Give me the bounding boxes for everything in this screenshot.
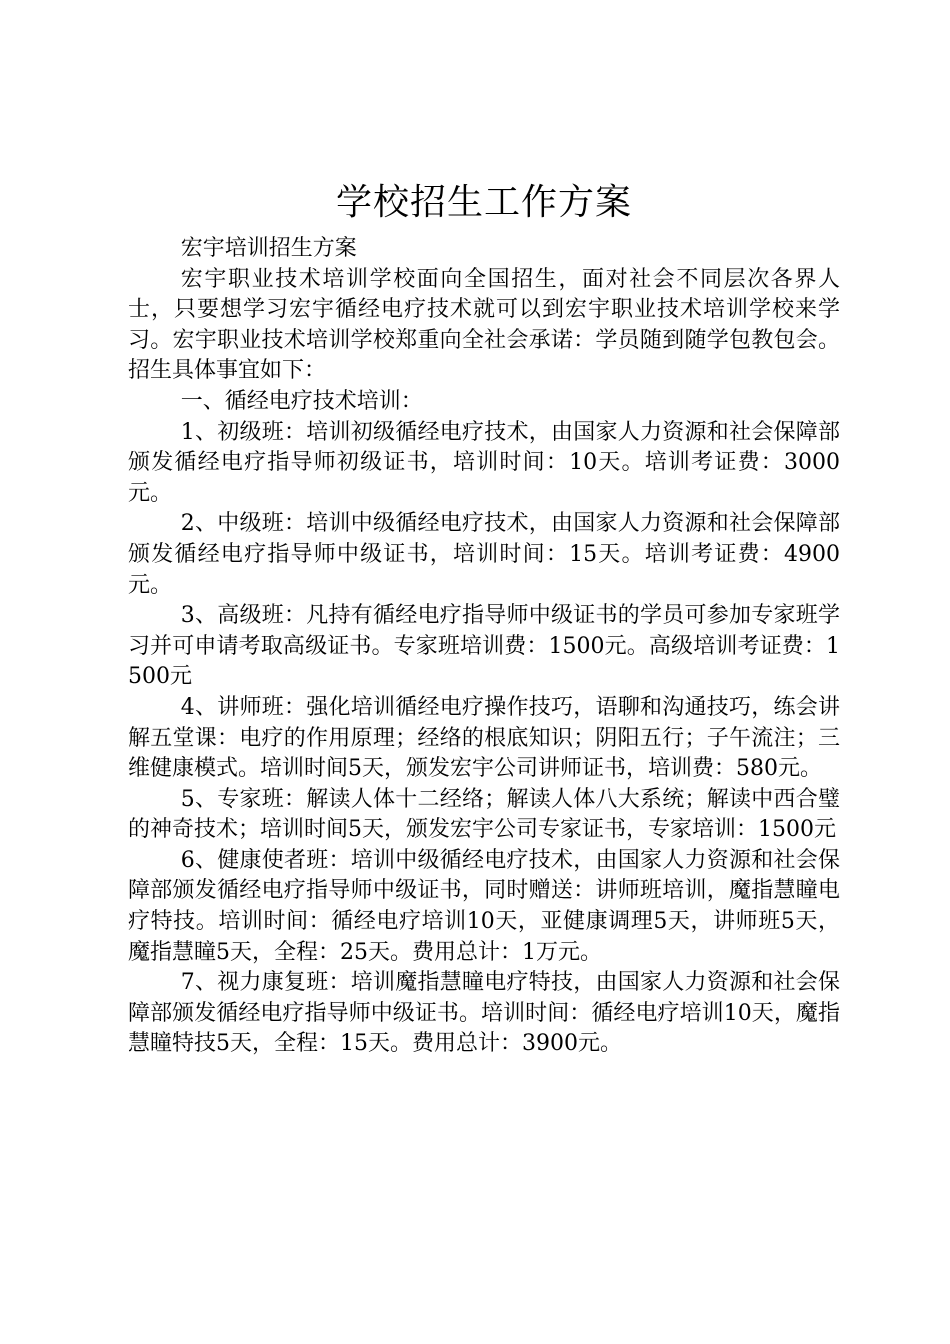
paragraph-class-health-envoy: 6、健康使者班：培训中级循经电疗技术，由国家人力资源和社会保障部颁发循经电疗指导师中级证书，同时赠送：讲师班培训，魔指慧瞳电疗特技。培训时间：循经电疗培训10天，亚健康调理5天，讲师班5天，魔指慧瞳5天，全程：25天。费用总计：1万元。 (128, 847, 840, 965)
paragraph-class-beginner: 1、初级班：培训初级循经电疗技术，由国家人力资源和社会保障部颁发循经电疗指导师初级证书，培训时间：10天。培训考证费：3000元。 (128, 419, 840, 506)
paragraph-class-intermediate: 2、中级班：培训中级循经电疗技术，由国家人力资源和社会保障部颁发循经电疗指导师中级证书，培训时间：15天。培训考证费：4900元。 (128, 511, 840, 598)
document-page (128, 178, 840, 1060)
paragraph-class-advanced: 3、高级班：凡持有循经电疗指导师中级证书的学员可参加专家班学习并可申请考取高级证书。专家班培训费：1500元。高级培训考证费：1500元 (128, 603, 840, 690)
paragraph-section-heading: 一、循经电疗技术培训： (180, 388, 423, 414)
paragraph-class-lecturer: 4、讲师班：强化培训循经电疗操作技巧，语聊和沟通技巧，练会讲解五堂课：电疗的作用原理；经络的根底知识；阴阳五行；子午流注；三维健康模式。培训时间5天，颁发宏宇公司讲师证书，培训费：580元。 (128, 694, 840, 782)
paragraph-class-expert: 5、专家班：解读人体十二经络；解读人体八大系统；解读中西合璧的神奇技术；培训时间5天，颁发宏宇公司专家证书，专家培训：1500元 (128, 786, 840, 843)
paragraph-subtitle: 宏宇培训招生方案 (180, 236, 357, 261)
paragraph-intro: 宏宇职业技术培训学校面向全国招生，面对社会不同层次各界人士，只要想学习宏宇循经电疗技术就可以到宏宇职业技术培训学校来学习。宏宇职业技术培训学校郑重向全社会承诺：学员随到随学包教包会。招生具体事宜如下： (128, 266, 840, 384)
paragraph-class-vision-recovery: 7、视力康复班：培训魔指慧瞳电疗特技，由国家人力资源和社会保障部颁发循经电疗指导师中级证书。培训时间：循经电疗培训10天，魔指慧瞳特技5天，全程：15天。费用总计：3900元。 (128, 970, 840, 1057)
document-title: 学校招生工作方案 (335, 182, 632, 223)
